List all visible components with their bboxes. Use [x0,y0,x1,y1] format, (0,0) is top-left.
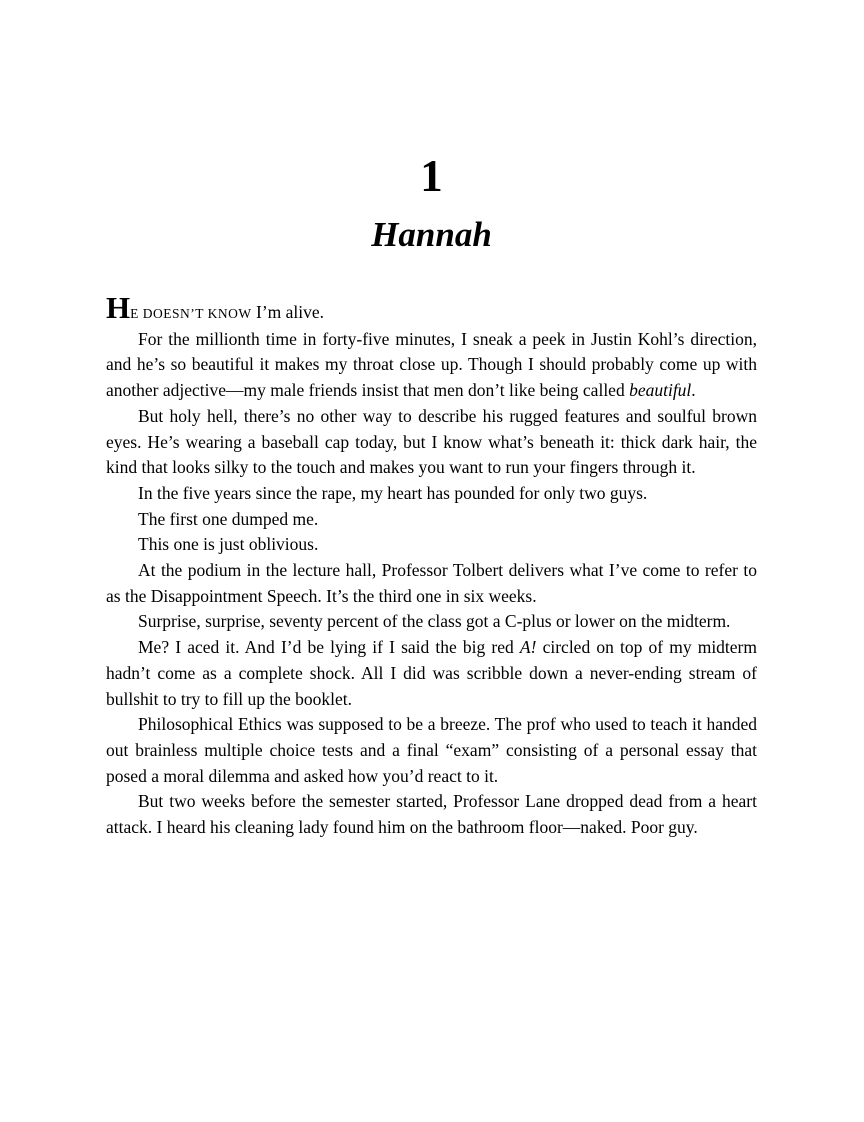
paragraph-text: Philosophical Ethics was supposed to be a breeze. The prof who used to teach it handed out brainless multiple choice tests and a final “exam” consisting of a personal essay that posed a moral dilemma and asked how you’d react to it. [106,714,757,786]
smallcaps-phrase: E DOESN’T KNOW [130,306,252,321]
paragraph-text: This one is just oblivious. [138,534,319,555]
body-text [106,290,758,841]
paragraph-text: . [691,380,696,401]
paragraph-text: Surprise, surprise, seventy percent of the class got a C-plus or lower on the midterm. [138,611,731,632]
paragraph-text: At the podium in the lecture hall, Professor Tolbert delivers what I’ve come to refer to as the Disappointment Speech. It’s the third one in six weeks. [106,560,757,606]
opening-rest: I’m alive. [251,302,325,322]
paragraph [106,404,757,481]
dropcap-initial: H [106,290,131,325]
paragraph [106,609,757,635]
paragraph-text: Me? I aced it. And I’d be lying if I said the big red [138,637,520,658]
paragraph [106,712,757,789]
paragraph-text: But holy hell, there’s no other way to describe his rugged features and soulful brown eyes. He’s wearing a baseball cap today, but I know what’s beneath it: thick dark hair, the kind that looks silky to the touch and makes you want to run your fingers through it. [106,405,757,478]
paragraph [106,481,757,507]
italic-text: A! [519,637,537,658]
chapter-number: 1 [420,151,443,201]
paragraph [106,507,757,533]
paragraph [106,635,757,712]
paragraph-text: But two weeks before the semester started, Professor Lane dropped dead from a heart attack. I heard his cleaning lady found him on the bathroom floor—naked. Poor guy. [106,791,757,838]
chapter-title: Hannah [371,215,492,254]
paragraph-text: The first one dumped me. [138,508,319,529]
paragraph-text: For the millionth time in forty-five minutes, I sneak a peek in Justin Kohl’s direction, and he’s so beautiful it makes my throat close up. Though I should probably come up with another adjective—my male friends insist that men don’t like being called [106,328,757,401]
paragraphs-container [106,327,757,841]
paragraph-text: circled on top of my midterm hadn’t come as a complete shock. All I did was scribble down a never-ending stream of bullshit to try to fill up the booklet. [106,637,758,709]
paragraph [106,532,757,558]
paragraph [106,327,757,404]
paragraph-text: In the five years since the rape, my heart has pounded for only two guys. [138,482,648,503]
paragraph [106,789,757,840]
paragraph [106,558,757,609]
italic-text: beautiful [629,380,692,401]
opening-paragraph [106,290,757,327]
